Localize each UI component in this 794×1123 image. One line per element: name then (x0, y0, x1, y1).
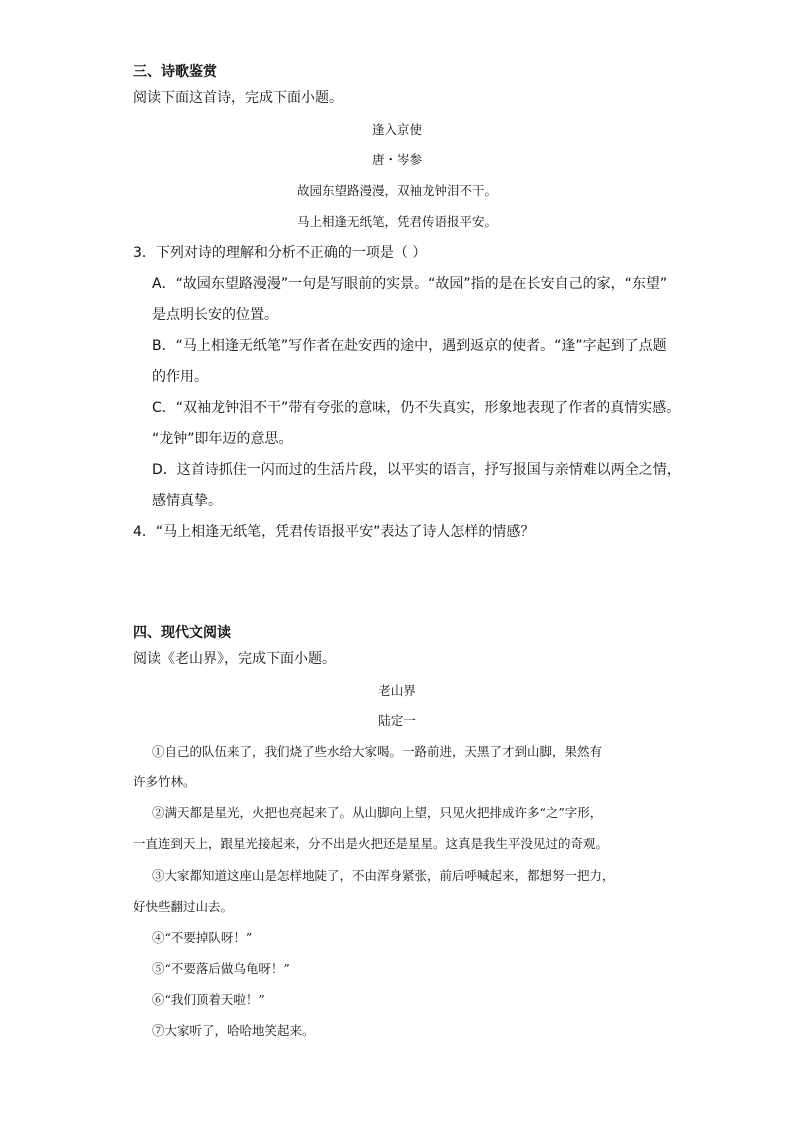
paragraph-3-line-1: ③大家都知道这座山是怎样地陡了，不由浑身紧张，前后呼喊起来，都想努一把力， (152, 868, 615, 883)
poem-title: 逢入京使 (371, 122, 422, 137)
section-4-instruction: 阅读《老山界》，完成下面小题。 (133, 651, 336, 667)
option-b-line-1: B．“马上相逢无纸笔”写作者在赴安西的途中，遇到返京的使者。“逢”字起到了点题 (152, 338, 667, 354)
article-title: 老山界 (378, 683, 416, 698)
paragraph-5: ⑤“不要落后做乌龟呀！” (152, 961, 290, 976)
paragraph-2-line-2: 一直连到天上，跟星光接起来，分不出是火把还是星星。这真是我生平没见过的奇观。 (133, 836, 609, 851)
paragraph-4: ④“不要掉队呀！” (152, 930, 253, 945)
option-c-line-2: “龙钟”即年迈的意思。 (152, 431, 293, 447)
paragraph-6: ⑥“我们顶着天啦！” (152, 992, 265, 1007)
section-3-heading: 三、诗歌鉴赏 (133, 64, 217, 80)
option-d-line-1: D．这首诗抓住一闪而过的生活片段，以平实的语言，抒写报国与亲情难以两全之情， (152, 462, 681, 478)
section-3-instruction: 阅读下面这首诗，完成下面小题。 (133, 90, 343, 106)
section-4-heading: 四、现代文阅读 (133, 625, 231, 641)
paragraph-2-line-1: ②满天都是星光，火把也亮起来了。从山脚向上望，只见火把排成许多“之”字形， (152, 805, 603, 820)
option-a-line-1: A．“故园东望路漫漫”一句是写眼前的实景。“故园”指的是在长安自己的家，“东望” (152, 276, 668, 292)
question-3-stem: 3．下列对诗的理解和分析不正确的一项是（ ） (133, 245, 427, 261)
poem-line-1: 故园东望路漫漫，双袖龙钟泪不干。 (296, 183, 497, 198)
question-4: 4．“马上相逢无纸笔，凭君传语报平安”表达了诗人怎样的情感？ (133, 524, 535, 540)
option-d-line-2: 感情真挚。 (152, 493, 222, 509)
paragraph-1-line-2: 许多竹林。 (133, 774, 196, 789)
poem-line-2: 马上相逢无纸笔，凭君传语报平安。 (296, 214, 497, 229)
paragraph-3-line-2: 好快些翻过山去。 (133, 899, 234, 914)
poem-author: 唐・岑参 (371, 152, 422, 167)
option-a-line-2: 是点明长安的位置。 (152, 307, 278, 323)
paragraph-7: ⑦大家听了，哈哈地笑起来。 (152, 1023, 315, 1038)
paragraph-1-line-1: ①自己的队伍来了，我们烧了些水给大家喝。一路前进，天黑了才到山脚，果然有 (152, 744, 603, 759)
article-author: 陆定一 (378, 713, 416, 728)
option-c-line-1: C．“双袖龙钟泪不干”带有夸张的意味，仍不失真实，形象地表现了作者的真情实感。 (152, 400, 681, 416)
option-b-line-2: 的作用。 (152, 369, 208, 385)
